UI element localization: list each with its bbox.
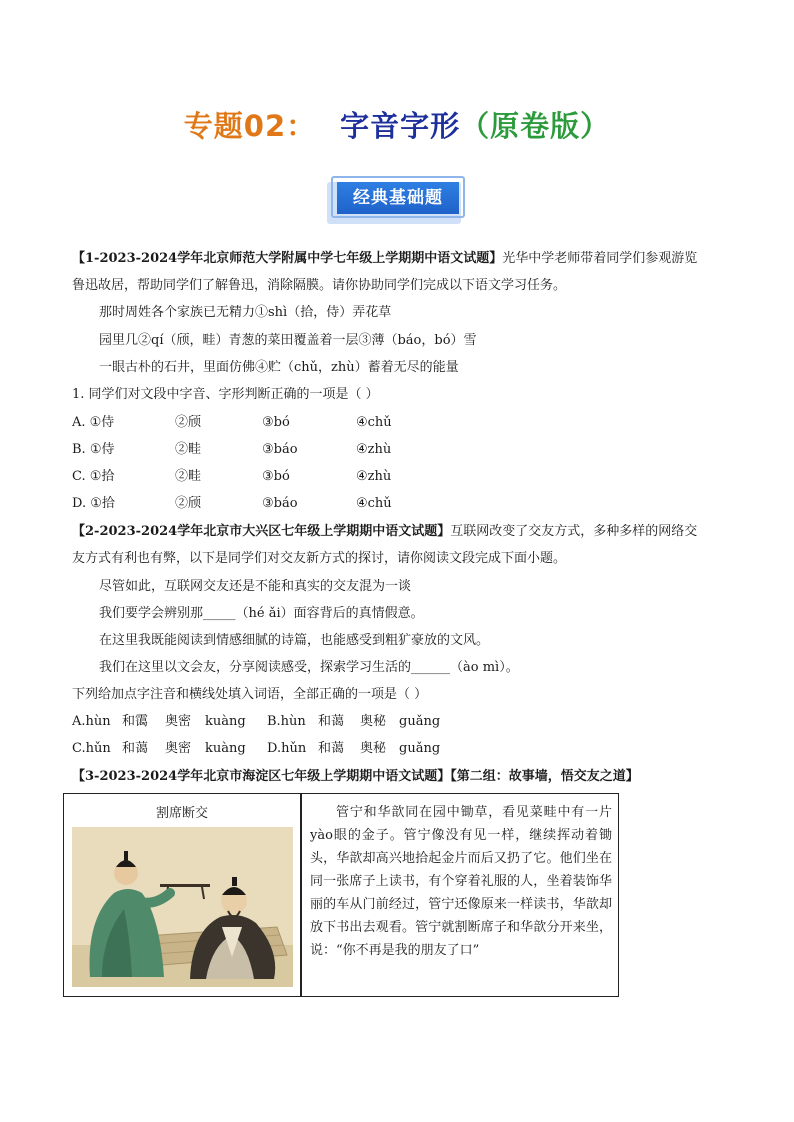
q1-passage-2: 园里几②qí（颀，畦）青葱的菜田覆盖着一层③薄（báo，bó）雪 <box>99 333 477 348</box>
title-prefix: 专题02： <box>183 109 317 143</box>
section-badge <box>327 176 467 226</box>
q1-option-b-4: ④zhù <box>356 442 392 457</box>
q1-question: 1. 同学们对文段中字音、字形判断正确的一项是（ ） <box>72 387 379 402</box>
q1-option-c-2: ②畦 <box>175 469 202 484</box>
q2-opt-d-pinyin2: guǎng <box>399 741 441 756</box>
q1-option-a-4: ④chǔ <box>356 415 392 430</box>
q2-passage-3: 在这里我既能阅读到情感细腻的诗篇，也能感受到粗犷豪放的文风。 <box>99 633 490 648</box>
q1-option-a-2: ②颀 <box>175 415 202 430</box>
q2-question: 下列给加点字注音和横线处填入词语，全部正确的一项是（ ） <box>72 687 428 702</box>
q2-opt-c-word2: 奥密 <box>165 741 192 756</box>
q1-option-b-3: ③báo <box>262 442 298 457</box>
q1-passage-3: 一眼古朴的石井，里面仿佛④贮（chǔ，zhù）蓄着无尽的能量 <box>99 360 459 375</box>
q2-intro-a: 互联网改变了交友方式，多种多样的网络交 <box>450 524 698 539</box>
q2-opt-c-pinyin2: kuàng <box>205 741 246 756</box>
title-edition: （原卷版） <box>460 109 611 143</box>
q3-source: 【3-2023-2024学年北京市海淀区七年级上学期期中语文试题】【第二组：故事墙，悟交友之道】 <box>72 769 639 784</box>
q2-passage-2: 我们要学会辨别那_____（hé ǎi）面容背后的真情假意。 <box>99 606 424 621</box>
q1-passage-1: 那时周姓各个家族已无精力①shì（拾，侍）弄花草 <box>99 305 392 320</box>
q2-opt-c-word1: 和蔼 <box>122 741 149 756</box>
q2-opt-d-word2: 奥秘 <box>360 741 387 756</box>
page-title <box>0 104 794 145</box>
q1-option-c-3: ③bó <box>262 469 290 484</box>
q2-opt-b-word1: 和蔼 <box>318 714 345 729</box>
story-text: 管宁和华歆同在园中锄草，看见菜畦中有一片yào眼的金子。管宁像没有见一样，继续挥动着锄头，华歆却高兴地拾起金片而后又扔了它。他们坐在同一张席子上读书，有个穿着礼服的人，坐着装饰华丽的车从门前经过，管宁还像原来一样读书，华歆却放下书出去观看。管宁就割断席子和华歆分开来坐，说：“你不再是我的朋友了口” <box>310 805 612 958</box>
q2-opt-a-word2: 奥密 <box>165 714 192 729</box>
q1-option-a-3: ③bó <box>262 415 290 430</box>
q2-passage-1: 尽管如此，互联网交友还是不能和真实的交友混为一谈 <box>99 579 412 594</box>
badge-label: 经典基础题 <box>337 182 459 214</box>
story-table <box>63 793 619 997</box>
scholars-painting-icon <box>72 827 293 987</box>
q1-intro-b: 鲁迅故居，帮助同学们了解鲁迅，消除隔膜。请你协助同学们完成以下语文学习任务。 <box>72 278 567 293</box>
q1-header-line <box>72 250 697 268</box>
q2-header-line <box>72 523 697 541</box>
q2-opt-b-pinyin2: guǎng <box>399 714 441 729</box>
q2-opt-c-pinyin: C.hǔn <box>72 741 111 756</box>
q2-opt-a-word1: 和霭 <box>122 714 149 729</box>
q1-source: 【1-2023-2024学年北京师范大学附属中学七年级上学期期中语文试题】 <box>72 251 503 266</box>
q1-intro-a: 光华中学老师带着同学们参观游览 <box>502 251 698 266</box>
q2-opt-d-word1: 和蔼 <box>318 741 345 756</box>
table-divider <box>300 794 302 996</box>
q1-option-d-4: ④chǔ <box>356 496 392 511</box>
q1-option-d-3: ③báo <box>262 496 298 511</box>
q1-option-d-2: ②颀 <box>175 496 202 511</box>
q1-option-b-2: ②畦 <box>175 442 202 457</box>
q2-source: 【2-2023-2024学年北京市大兴区七年级上学期期中语文试题】 <box>72 524 451 539</box>
q2-opt-a-pinyin: A.hùn <box>72 714 111 729</box>
title-topic: 字音字形 <box>340 109 461 143</box>
q2-passage-4: 我们在这里以文会友，分享阅读感受，探索学习生活的______（ào mì）。 <box>99 660 519 675</box>
q2-opt-b-word2: 奥秘 <box>360 714 387 729</box>
q1-option-b-1: B. ①侍 <box>72 442 115 457</box>
q1-option-a-1: A. ①侍 <box>72 415 115 430</box>
painting-illustration <box>72 827 293 987</box>
q2-opt-d-pinyin: D.hǔn <box>267 741 307 756</box>
q2-opt-a-pinyin2: kuàng <box>205 714 246 729</box>
q1-option-c-1: C. ①拾 <box>72 469 115 484</box>
q1-option-d-1: D. ①拾 <box>72 496 115 511</box>
picture-caption: 割席断交 <box>155 806 208 821</box>
q2-opt-b-pinyin: B.hùn <box>267 714 306 729</box>
q2-intro-b: 友方式有利也有弊，以下是同学们对交友新方式的探讨，请你阅读文段完成下面小题。 <box>72 551 567 566</box>
q1-option-c-4: ④zhù <box>356 469 392 484</box>
